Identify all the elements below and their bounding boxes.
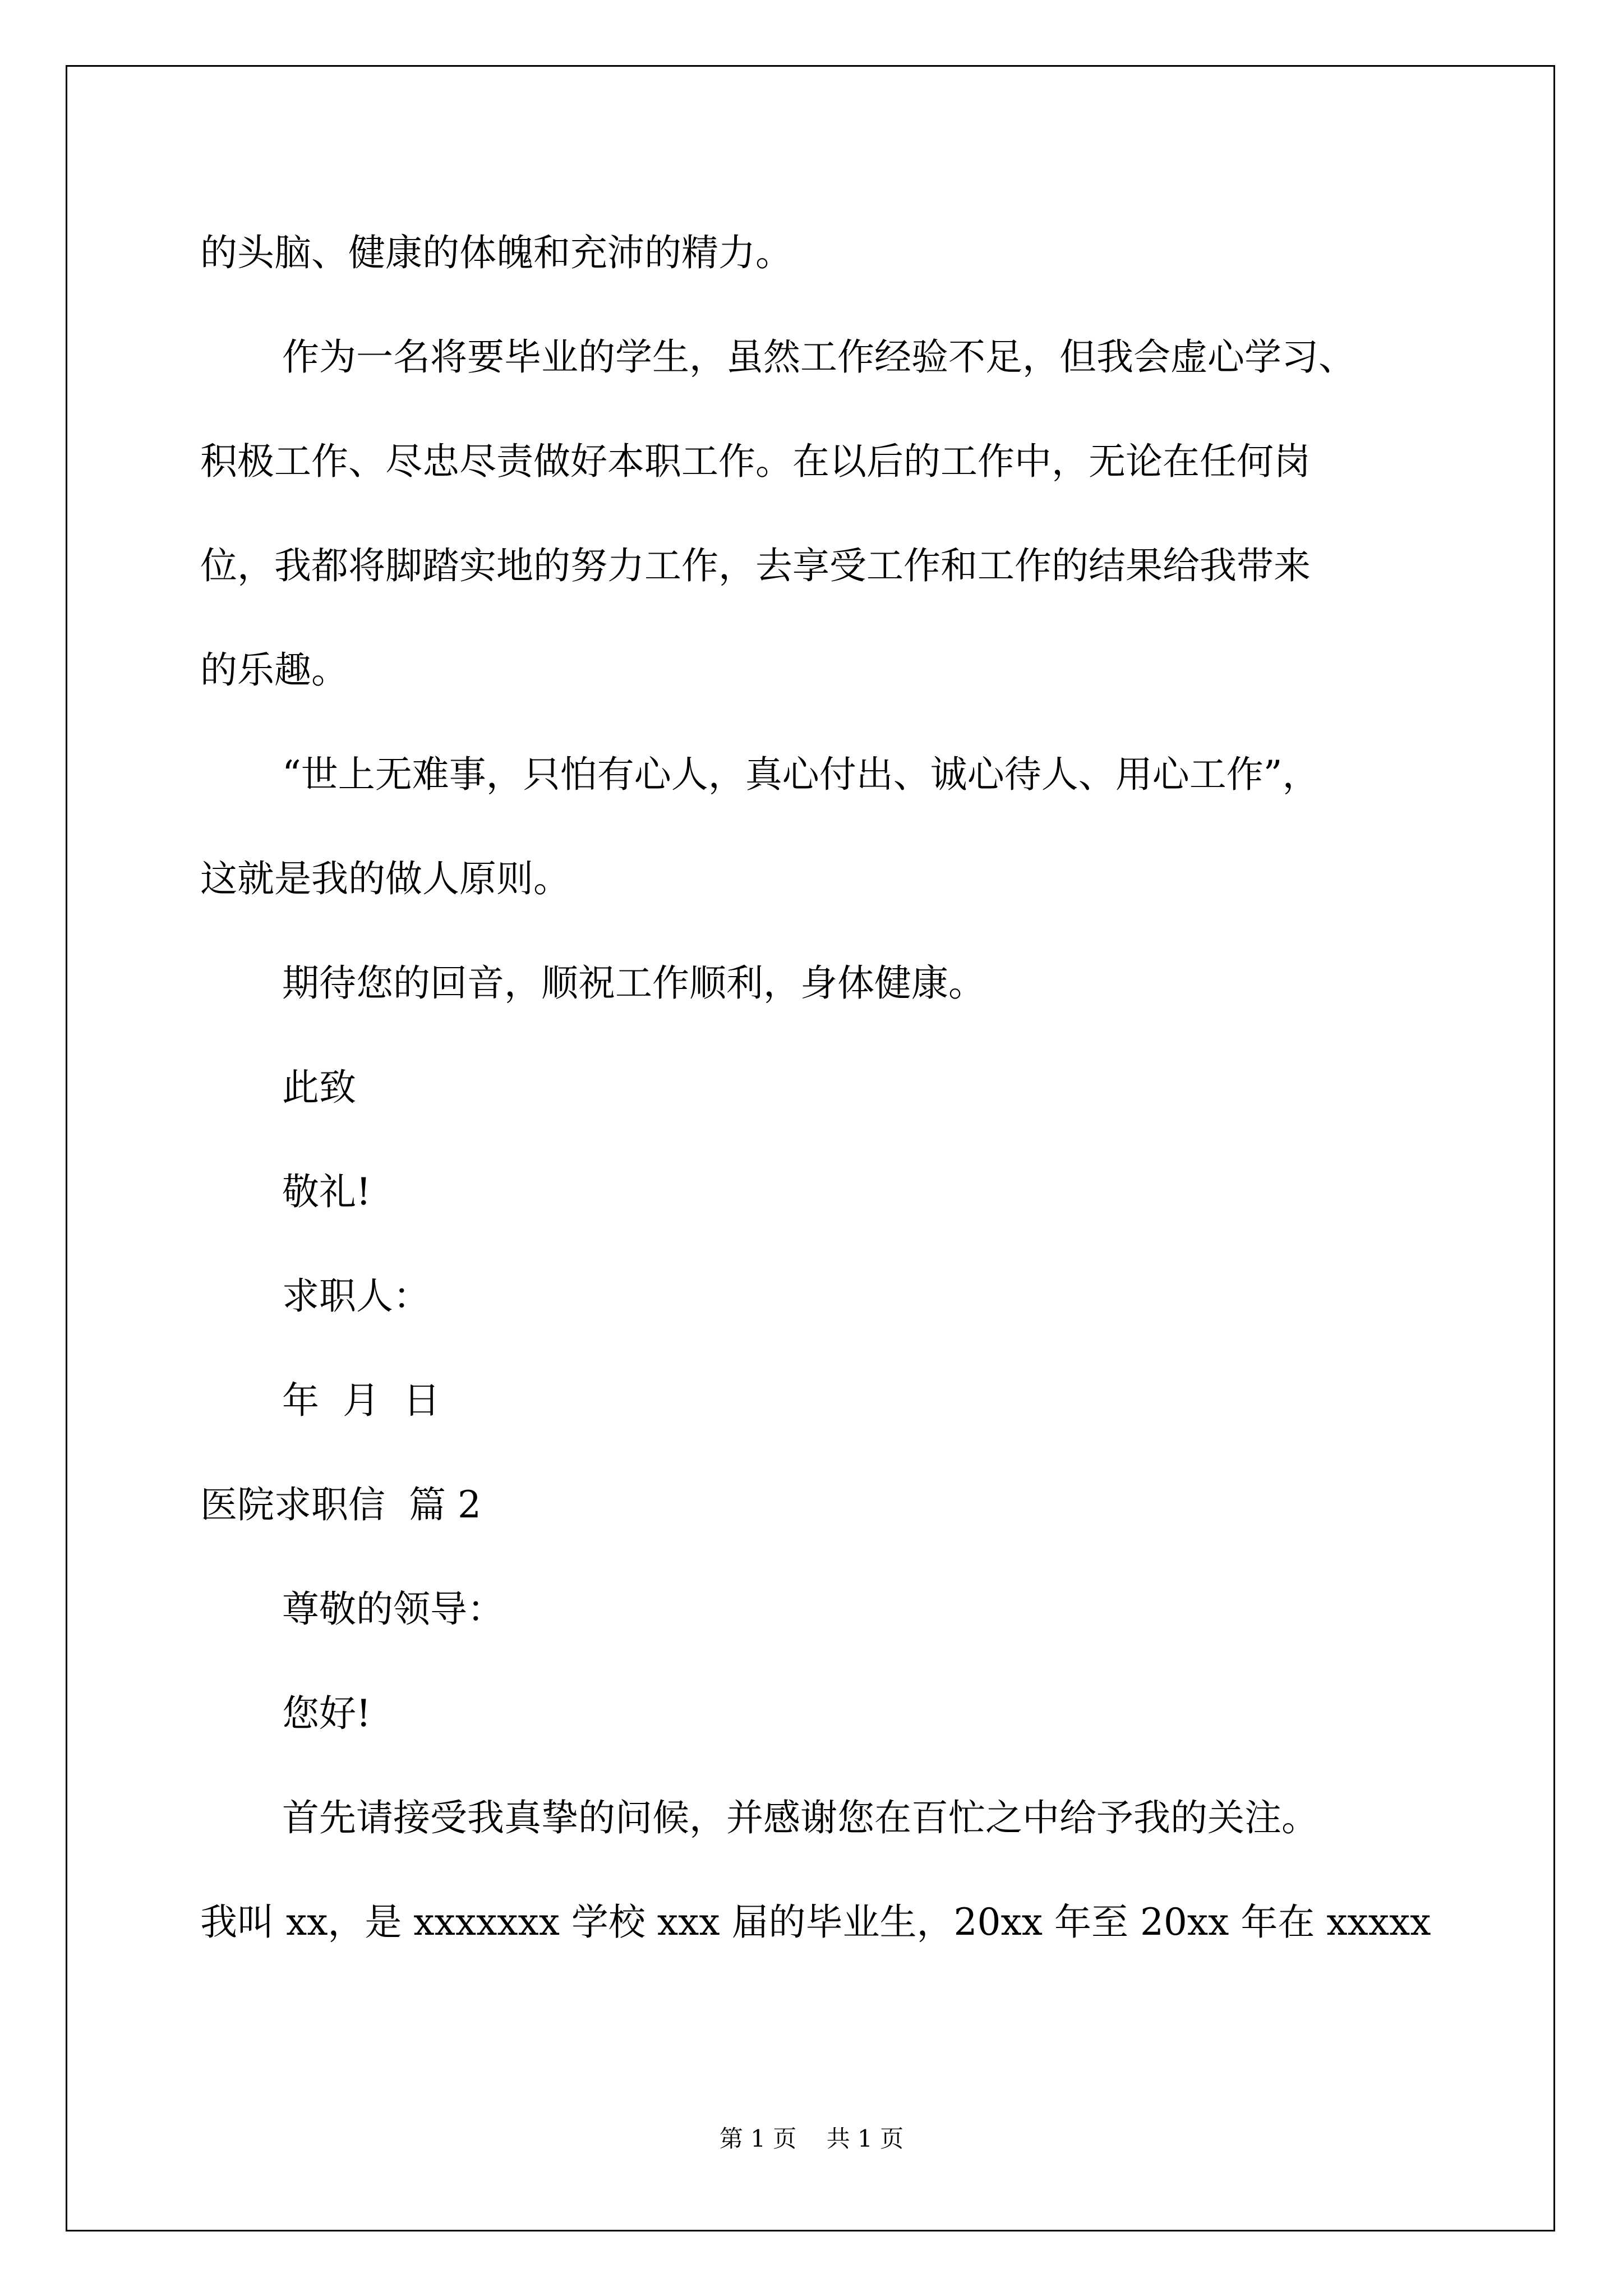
text-line: 期待您的回音，顺祝工作顺利，身体健康。 (282, 961, 985, 1005)
text-line: 积极工作、尽忠尽责做好本职工作。在以后的工作中，无论在任何岗 (200, 440, 1311, 483)
text-line: 首先请接受我真挚的问候，并感谢您在百忙之中给予我的关注。 (282, 1796, 1318, 1839)
text-line: 这就是我的做人原则。 (200, 857, 570, 900)
text-line: 我叫 xx，是 xxxxxxx 学校 xxx 届的毕业生，20xx 年至 20xx 年在 xxxxx (200, 1901, 1431, 1944)
greeting-hello: 您好! (282, 1692, 371, 1735)
text-line: “世上无难事，只怕有心人，真心付出、诚心待人、用心工作”， (282, 753, 1320, 796)
section-heading: 医院求职信 篇 2 (200, 1483, 481, 1526)
closing-salutation: 此致 (282, 1066, 356, 1109)
text-line: 作为一名将要毕业的学生，虽然工作经验不足，但我会虚心学习、 (282, 335, 1355, 379)
greeting: 尊敬的领导： (282, 1588, 504, 1631)
page-number-footer: 第 1 页 共 1 页 (719, 2125, 904, 2152)
closing-regards: 敬礼! (282, 1170, 371, 1213)
text-line: 的头脑、健康的体魄和充沛的精力。 (200, 231, 792, 274)
signature-label: 求职人： (282, 1274, 430, 1318)
date-line: 年 月 日 (282, 1379, 440, 1422)
text-line: 的乐趣。 (200, 648, 348, 692)
text-line: 位，我都将脚踏实地的努力工作，去享受工作和工作的结果给我带来 (200, 544, 1311, 587)
